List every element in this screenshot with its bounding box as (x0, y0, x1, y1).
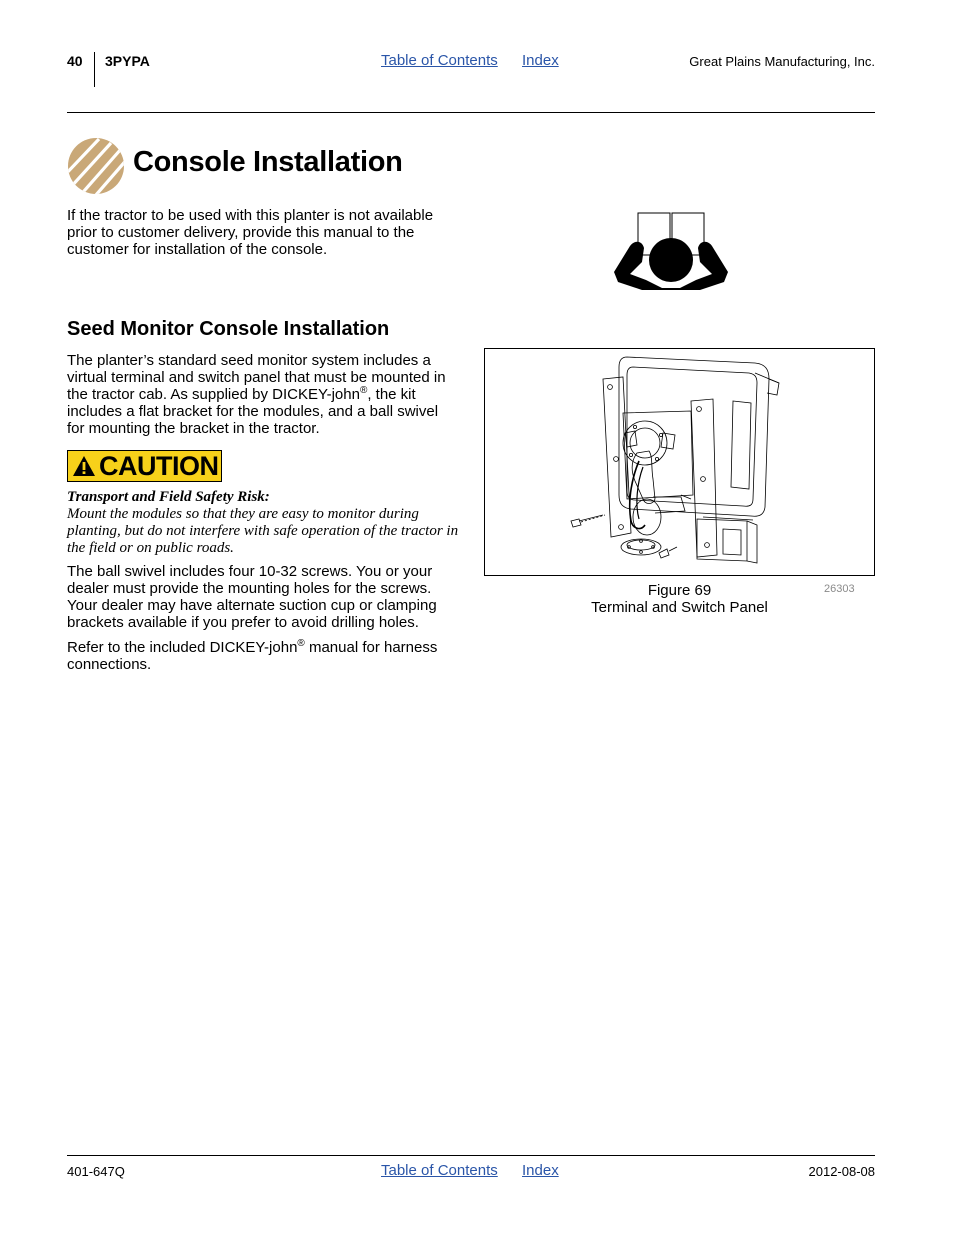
warning-triangle-icon (72, 455, 96, 477)
great-plains-logo-icon (67, 137, 125, 195)
header-rule (67, 112, 875, 113)
risk-body: Mount the modules so that they are easy to monitor during planting, but do not interfere with safe operation of the tractor in the field or on public roads. (67, 506, 459, 556)
page-number: 40 (67, 53, 83, 69)
figure-frame (484, 348, 875, 576)
company-name: Great Plains Manufacturing, Inc. (689, 54, 875, 69)
registered-mark: ® (359, 385, 368, 396)
header-toc-link[interactable]: Table of Contents (381, 52, 498, 69)
model-name: 3PYPA (105, 53, 150, 69)
figure-image-id: 26303 (824, 583, 855, 595)
harness-paragraph: Refer to the included DICKEY-john® manual for harness connections. (67, 638, 438, 673)
risk-title: Transport and Field Safety Risk: (67, 489, 270, 505)
figure-caption: Terminal and Switch Panel (591, 599, 768, 616)
header-index-link[interactable]: Index (522, 52, 559, 69)
publication-date: 2012-08-08 (808, 1164, 875, 1179)
footer-index-link[interactable]: Index (522, 1162, 559, 1179)
header-divider (94, 52, 95, 87)
intro-paragraph: If the tractor to be used with this planter is not available prior to customer delivery, provide this manual to the customer for installation of the console. (67, 207, 434, 258)
page-title: Console Installation (133, 146, 403, 178)
footer-rule (67, 1155, 875, 1156)
footer-toc-link[interactable]: Table of Contents (381, 1162, 498, 1179)
terminal-switch-panel-illustration (485, 349, 876, 577)
registered-mark: ® (297, 638, 305, 649)
document-number: 401-647Q (67, 1164, 125, 1179)
caution-banner (67, 450, 222, 482)
read-manual-icon (612, 210, 730, 294)
ball-swivel-paragraph: The ball swivel includes four 10-32 screws. You or your dealer must provide the mounting holes for the screws. Your dealer may have alternate suction cup or clamping brackets available if you prefer to avoid drilling holes. (67, 563, 437, 631)
seed-monitor-paragraph: The planter’s standard seed monitor system includes a virtual terminal and switch panel that must be mounted in the tractor cab. As supplied by DICKEY-john®, the kit includes a flat bracket for the modules, and a ball swivel for mounting the bracket in the tractor. (67, 352, 446, 437)
caution-label: CAUTION (99, 451, 219, 481)
figure-number: Figure 69 (647, 582, 712, 599)
section-title: Seed Monitor Console Installation (67, 318, 390, 340)
